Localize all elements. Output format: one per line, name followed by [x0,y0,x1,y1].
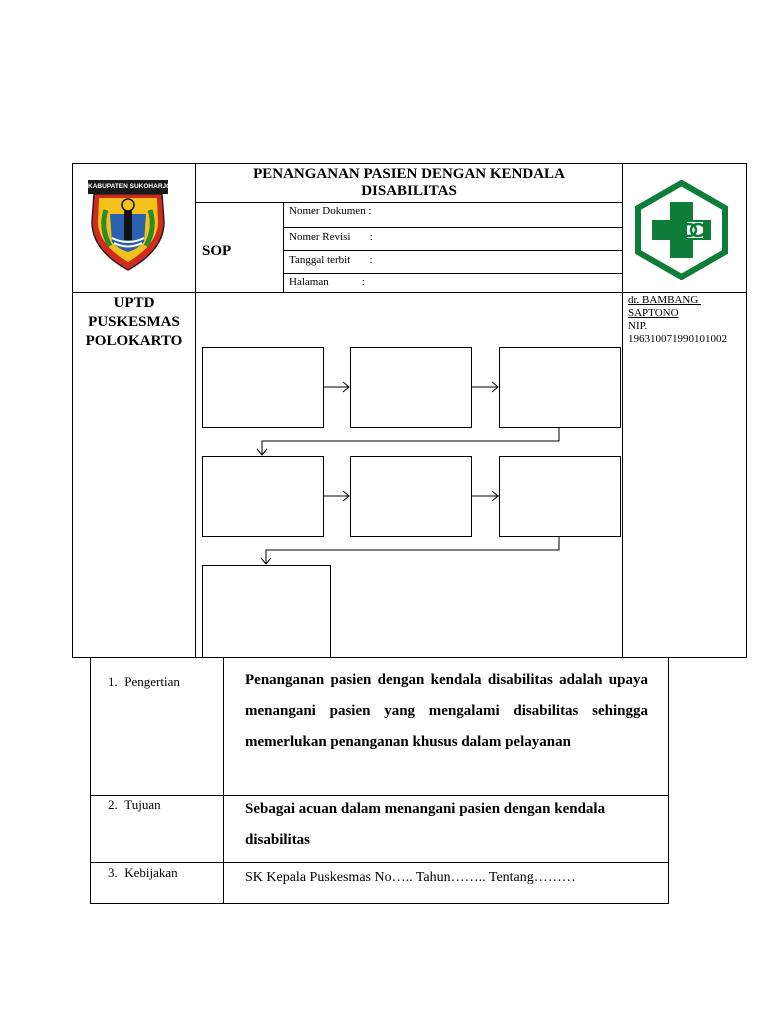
divider [622,163,623,658]
divider [283,273,622,274]
divider [283,202,284,292]
section-content: Sebagai acuan dalam menangani pasien dengan kendala disabilitas [245,801,606,848]
flowchart-step-box [202,456,324,537]
kabupaten-banner: KABUPATEN SUKOHARJO [88,183,172,190]
organization-name [74,294,194,351]
section-title: Pengertian [124,674,180,689]
kabupaten-sukoharjo-crest-icon [80,176,176,274]
organization-name-line: POLOKARTO [85,333,183,349]
section-number: 1. [108,674,118,689]
meta-document-number: Nomer Dokumen : [289,205,372,217]
meta-revision-number: Nomer Revisi : [289,231,373,243]
section-content: SK Kepala Puskesmas No….. Tahun…….. Tentang……… [245,870,576,885]
meta-issue-date: Tanggal terbit : [289,254,373,266]
signatory-name: dr. BAMBANG [628,294,702,306]
divider [283,250,622,251]
flowchart-step-box [499,347,621,428]
divider [223,657,224,904]
divider [283,227,622,228]
puskesmas-cross-logo-icon [633,180,730,280]
sop-label: SOP [202,243,232,259]
flowchart-step-box [350,456,472,537]
flowchart-step-box [202,565,331,658]
flowchart-step-box [202,347,324,428]
document-title: PENANGANAN PASIEN DENGAN KENDALA DISABILITAS [253,166,565,199]
section-number: 3. [108,865,118,880]
flowchart-step-box [350,347,472,428]
section-title: Tujuan [124,797,161,812]
nip-label: NIP. [628,320,648,332]
section-number: 2. [108,797,118,812]
divider [195,163,196,658]
meta-page: Halaman : [289,276,365,288]
nip-number: 196310071990101002 [628,333,727,345]
organization-name-line: PUSKESMAS [88,314,180,330]
divider [195,202,622,203]
section-title: Kebijakan [124,865,178,880]
section-label [108,674,180,690]
signature-block [628,294,744,346]
flowchart-step-box [499,456,621,537]
section-label [108,797,161,813]
section-content: Penanganan pasien dengan kendala disabilitas adalah upaya menangani pasien yang mengalami disabilitas sehingga memerlukan penanganan khusus dalam pelayanan [245,672,648,750]
divider [72,292,747,293]
organization-name-line: UPTD [113,295,155,311]
signatory-name-continued: SAPTONO [628,307,679,319]
section-label [108,865,178,881]
